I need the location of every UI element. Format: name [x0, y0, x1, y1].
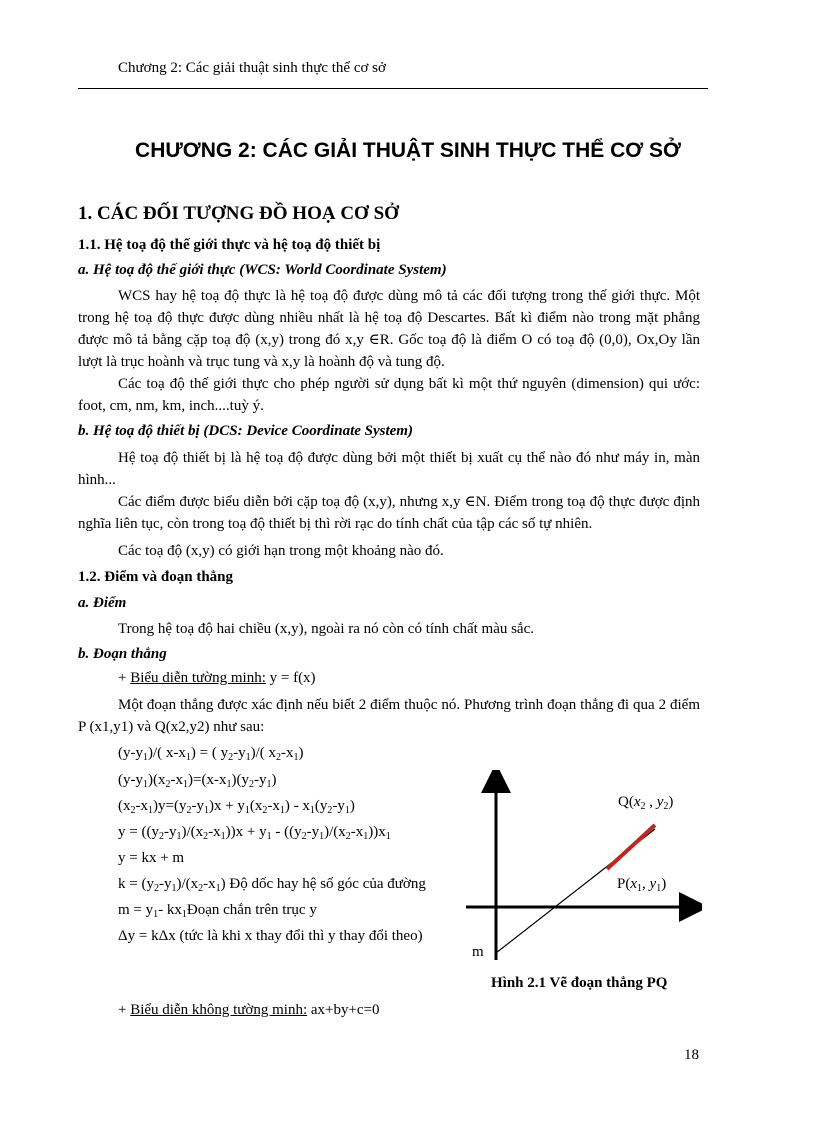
implicit-equation: ax+by+c=0: [307, 1002, 380, 1018]
equation-5: y = kx + m: [118, 850, 185, 866]
figure-caption: Hình 2.1 Vẽ đoạn thẳng PQ: [491, 975, 668, 991]
equation-7-text: Đoạn chắn trên trục y: [186, 902, 317, 918]
section-heading: 1. CÁC ĐỐI TƯỢNG ĐỒ HOẠ CƠ SỞ: [78, 203, 399, 224]
equation-6-text: Độ dốc hay hệ số góc của đường: [225, 876, 426, 892]
equation-3: $(x_2-x_1)y=(y_2-y_1)x + y_1(x_2-x_1) - x_1(y_2-y_1)$: [118, 798, 355, 816]
heading-wcs: a. Hệ toạ độ thế giới thực (WCS: World Coordinate System): [78, 262, 447, 278]
chapter-title: CHƯƠNG 2: CÁC GIẢI THUẬT SINH THỰC THỂ CƠ SỞ: [135, 139, 681, 162]
equation-4: $y = ((y_2-y_1)/(x_2-x_1))x + y_1 - ((y_2-y_1)/(x_2-x_1))x_1$: [118, 824, 391, 842]
heading-line-segment: b. Đoạn thẳng: [78, 646, 167, 662]
paragraph-dcs-1: Hệ toạ độ thiết bị là hệ toạ độ được dùng bởi một thiết bị xuất cụ thể nào đó như máy in, màn hình...: [78, 450, 700, 488]
implicit-representation: [118, 1002, 380, 1019]
paragraph-line-segment: Một đoạn thẳng được xác định nếu biết 2 điểm thuộc nó. Phương trình đoạn thẳng đi qua 2 điểm P (x1,y1) và Q(x2,y2) như sau:: [78, 697, 700, 735]
page-number: 18: [684, 1047, 699, 1063]
subsection-heading-1-1: 1.1. Hệ toạ độ thế giới thực và hệ toạ độ thiết bị: [78, 237, 381, 253]
implicit-prefix: +: [118, 1002, 131, 1018]
paragraph-point: Trong hệ toạ độ hai chiều (x,y), ngoài ra nó còn có tính chất màu sắc.: [118, 621, 535, 637]
explicit-equation: y = f(x): [265, 670, 316, 686]
label-m: m: [472, 944, 484, 960]
running-header: Chương 2: Các giải thuật sinh thực thể cơ sở: [118, 60, 386, 76]
paragraph-wcs-1: WCS hay hệ toạ độ thực là hệ toạ độ được dùng mô tả các đối tượng trong thế giới thực. Một trong hệ toạ độ thực được dùng nhiều nhất là hệ toạ độ Descartes. Bất kì điểm nào trong mặt phẳng được mô tả bằng cặp toạ độ (x,y) trong đó x,y ∈R. Gốc toạ độ là điểm O có toạ độ (0,0), Ox,Oy lần lượt là trục hoành và trục tung và x,y là hoành độ và tung độ.: [78, 288, 700, 370]
explicit-label: Biểu diễn tường minh:: [130, 670, 266, 686]
header-divider: [78, 88, 708, 89]
equation-6: $k = (y_2-y_1)/(x_2-x_1)$ Độ dốc hay hệ số góc của đường: [118, 876, 426, 894]
subsection-heading-1-2: 1.2. Điểm và đoạn thẳng: [78, 569, 234, 585]
equation-2: $(y-y_1)(x_2-x_1)=(x-x_1)(y_2-y_1)$: [118, 772, 277, 790]
paragraph-dcs-2: Các điểm được biểu diễn bởi cặp toạ độ (x,y), nhưng x,y ∈N. Điểm trong toạ độ thực được định nghĩa liên tục, còn trong toạ độ thiết bị thì rời rạc do tính chất của tập các số tự nhiên.: [78, 494, 700, 532]
heading-point: a. Điểm: [78, 595, 127, 611]
paragraph-wcs-2: Các toạ độ thế giới thực cho phép người sử dụng bất kì một thứ nguyên (dimension) qui ước: foot, cm, nm, km, inch....tuỳ ý.: [78, 376, 700, 414]
explicit-representation: [118, 670, 316, 687]
paragraph-dcs-3: Các toạ độ (x,y) có giới hạn trong một khoảng nào đó.: [118, 543, 444, 559]
equation-1: $(y-y_1)/$( $x-x_1$) = ( $y_2-y_1)/$( $x_2-x_1$): [118, 745, 304, 763]
segment-pq: [607, 825, 655, 869]
equation-8: Δy = kΔx (tức là khi x thay đổi thì y thay đổi theo): [118, 928, 423, 944]
heading-dcs: b. Hệ toạ độ thiết bị (DCS: Device Coordinate System): [78, 423, 413, 439]
label-p: $P(x_1$, $y_1$): [617, 876, 667, 894]
label-q: $Q(x_2$ , $y_2$): [618, 794, 674, 812]
equation-7: $m = y_1-$ $kx_1Đoạn$ chắn trên trục y: [118, 902, 317, 920]
implicit-label: Biểu diễn không tường minh:: [130, 1002, 308, 1018]
explicit-prefix: +: [118, 670, 131, 686]
